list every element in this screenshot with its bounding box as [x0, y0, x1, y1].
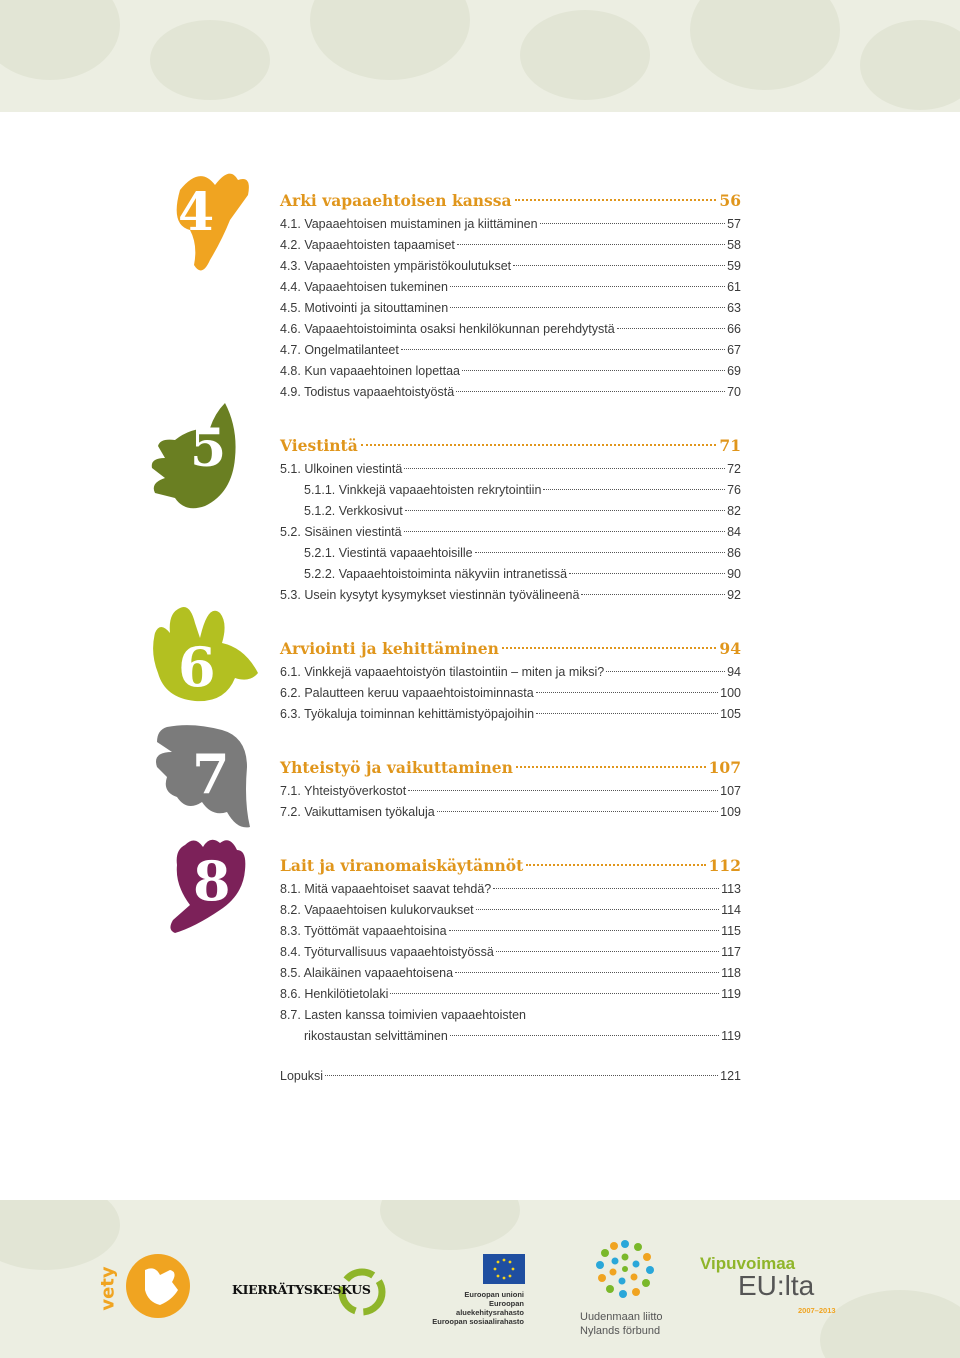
toc-entry[interactable]: 4.6. Vapaaehtoistoiminta osaksi henkilökunnan perehdytystä 66 — [280, 322, 741, 336]
toc-entry[interactable]: 7.1. Yhteistyöverkostot 107 — [280, 784, 741, 798]
toc-entry[interactable]: 5.2. Sisäinen viestintä 84 — [280, 525, 741, 539]
toc-entry[interactable]: rikostaustan selvittäminen 119 — [304, 1029, 741, 1043]
toc-closing — [280, 1066, 741, 1087]
toc-entry[interactable]: 8.4. Työturvallisuus vapaaehtoistyössä 117 — [280, 945, 741, 959]
toc-entry[interactable]: 8.2. Vapaaehtoisen kulukorvaukset 114 — [280, 903, 741, 917]
eu-logo — [420, 1252, 530, 1327]
chapter-4-number: 4 — [178, 182, 215, 243]
toc-entry[interactable]: 8.3. Työttömät vapaaehtoisina 115 — [280, 924, 741, 938]
chapter-6-hand-icon — [150, 603, 260, 703]
toc-entry-first-line[interactable]: 8.7. Lasten kanssa toimivien vapaaehtoisten — [280, 1008, 526, 1022]
toc-entry[interactable]: 8.5. Alaikäinen vapaaehtoisena 118 — [280, 966, 741, 980]
footer-logo-band — [0, 1200, 960, 1358]
toc-entry[interactable]: 4.4. Vapaaehtoisen tukeminen 61 — [280, 280, 741, 294]
toc-entry[interactable]: 5.1. Ulkoinen viestintä 72 — [280, 462, 741, 476]
toc-entry[interactable]: 4.9. Todistus vapaaehtoistyöstä 70 — [280, 385, 741, 399]
chapter-4-hand-icon — [160, 160, 255, 278]
toc-entry[interactable]: 6.3. Työkaluja toiminnan kehittämistyöpajoihin 105 — [280, 707, 741, 721]
toc-entry[interactable]: 8.6. Henkilötietolaki 119 — [280, 987, 741, 1001]
section-title[interactable]: Arviointi ja kehittäminen 94 — [280, 639, 741, 658]
uudenmaan-liitto-logo — [580, 1236, 680, 1342]
vety-logo — [97, 1250, 195, 1325]
chapter-5-number: 5 — [190, 418, 227, 479]
section-title[interactable]: Arki vapaaehtoisen kanssa 56 — [280, 191, 741, 210]
chapter-8-hand-icon — [165, 835, 250, 935]
toc-entry[interactable]: 5.3. Usein kysytyt kysymykset viestinnän työvälineenä 92 — [280, 588, 741, 602]
chapter-7-hand-icon — [152, 722, 252, 832]
chapter-8-number: 8 — [193, 849, 231, 913]
chapter-7-number: 7 — [192, 742, 230, 806]
section-title[interactable]: Yhteistyö ja vaikuttaminen 107 — [280, 758, 741, 777]
toc-section-7 — [280, 755, 741, 823]
chapter-5-hand-icon — [150, 398, 245, 513]
section-title[interactable]: Viestintä 71 — [280, 436, 741, 455]
uusimaa-text-line: Uudenmaan liitto — [580, 1311, 663, 1323]
toc-section-4 — [280, 188, 741, 403]
vipuvoimaa-logo — [700, 1254, 850, 1324]
kierratyskeskus-logo — [232, 1262, 392, 1322]
toc-section-6 — [280, 636, 741, 725]
top-decorative-band — [0, 0, 960, 112]
vipuvoimaa-subtitle: EU:lta — [738, 1270, 815, 1301]
toc-section-5 — [280, 433, 741, 606]
section-title[interactable]: Lait ja viranomaiskäytännöt 112 — [280, 856, 741, 875]
kierratyskeskus-text: KIERRÄTYSKESKUS — [232, 1282, 371, 1297]
eu-text-line: Euroopan aluekehitysrahasto — [456, 1299, 524, 1317]
toc-entry[interactable]: 4.2. Vapaaehtoisten tapaamiset 58 — [280, 238, 741, 252]
toc-entry[interactable]: 6.2. Palautteen keruu vapaaehtoistoiminnasta 100 — [280, 686, 741, 700]
toc-entry[interactable]: 8.1. Mitä vapaaehtoiset saavat tehdä? 113 — [280, 882, 741, 896]
toc-entry[interactable]: 5.1.1. Vinkkejä vapaaehtoisten rekrytointiin 76 — [304, 483, 741, 497]
toc-entry[interactable]: 5.2.1. Viestintä vapaaehtoisille 86 — [304, 546, 741, 560]
toc-entry[interactable]: Lopuksi 121 — [280, 1069, 741, 1083]
uusimaa-text-line: Nylands förbund — [580, 1325, 661, 1337]
toc-section-8 — [280, 853, 741, 1047]
vipuvoimaa-title: Vipuvoimaa — [700, 1254, 796, 1273]
toc-entry[interactable]: 6.1. Vinkkejä vapaaehtoistyön tilastointiin – miten ja miksi? 94 — [280, 665, 741, 679]
toc-entry[interactable]: 4.8. Kun vapaaehtoinen lopettaa 69 — [280, 364, 741, 378]
toc-entry[interactable]: 4.3. Vapaaehtoisten ympäristökoulutukset 59 — [280, 259, 741, 273]
vipuvoimaa-years: 2007–2013 — [798, 1306, 836, 1315]
toc-entry[interactable]: 7.2. Vaikuttamisen työkaluja 109 — [280, 805, 741, 819]
toc-entry[interactable]: 5.1.2. Verkkosivut 82 — [304, 504, 741, 518]
toc-entry[interactable]: 5.2.2. Vapaaehtoistoiminta näkyviin intranetissä 90 — [304, 567, 741, 581]
toc-entry[interactable]: 4.7. Ongelmatilanteet 67 — [280, 343, 741, 357]
eu-text-line: Euroopan unioni — [464, 1290, 524, 1299]
chapter-6-number: 6 — [178, 635, 216, 699]
toc-entry[interactable]: 4.1. Vapaaehtoisen muistaminen ja kiittäminen 57 — [280, 217, 741, 231]
toc-entry[interactable]: 4.5. Motivointi ja sitouttaminen 63 — [280, 301, 741, 315]
vety-logo-text: vety — [97, 1266, 119, 1311]
eu-text-line: Euroopan sosiaalirahasto — [432, 1317, 524, 1326]
